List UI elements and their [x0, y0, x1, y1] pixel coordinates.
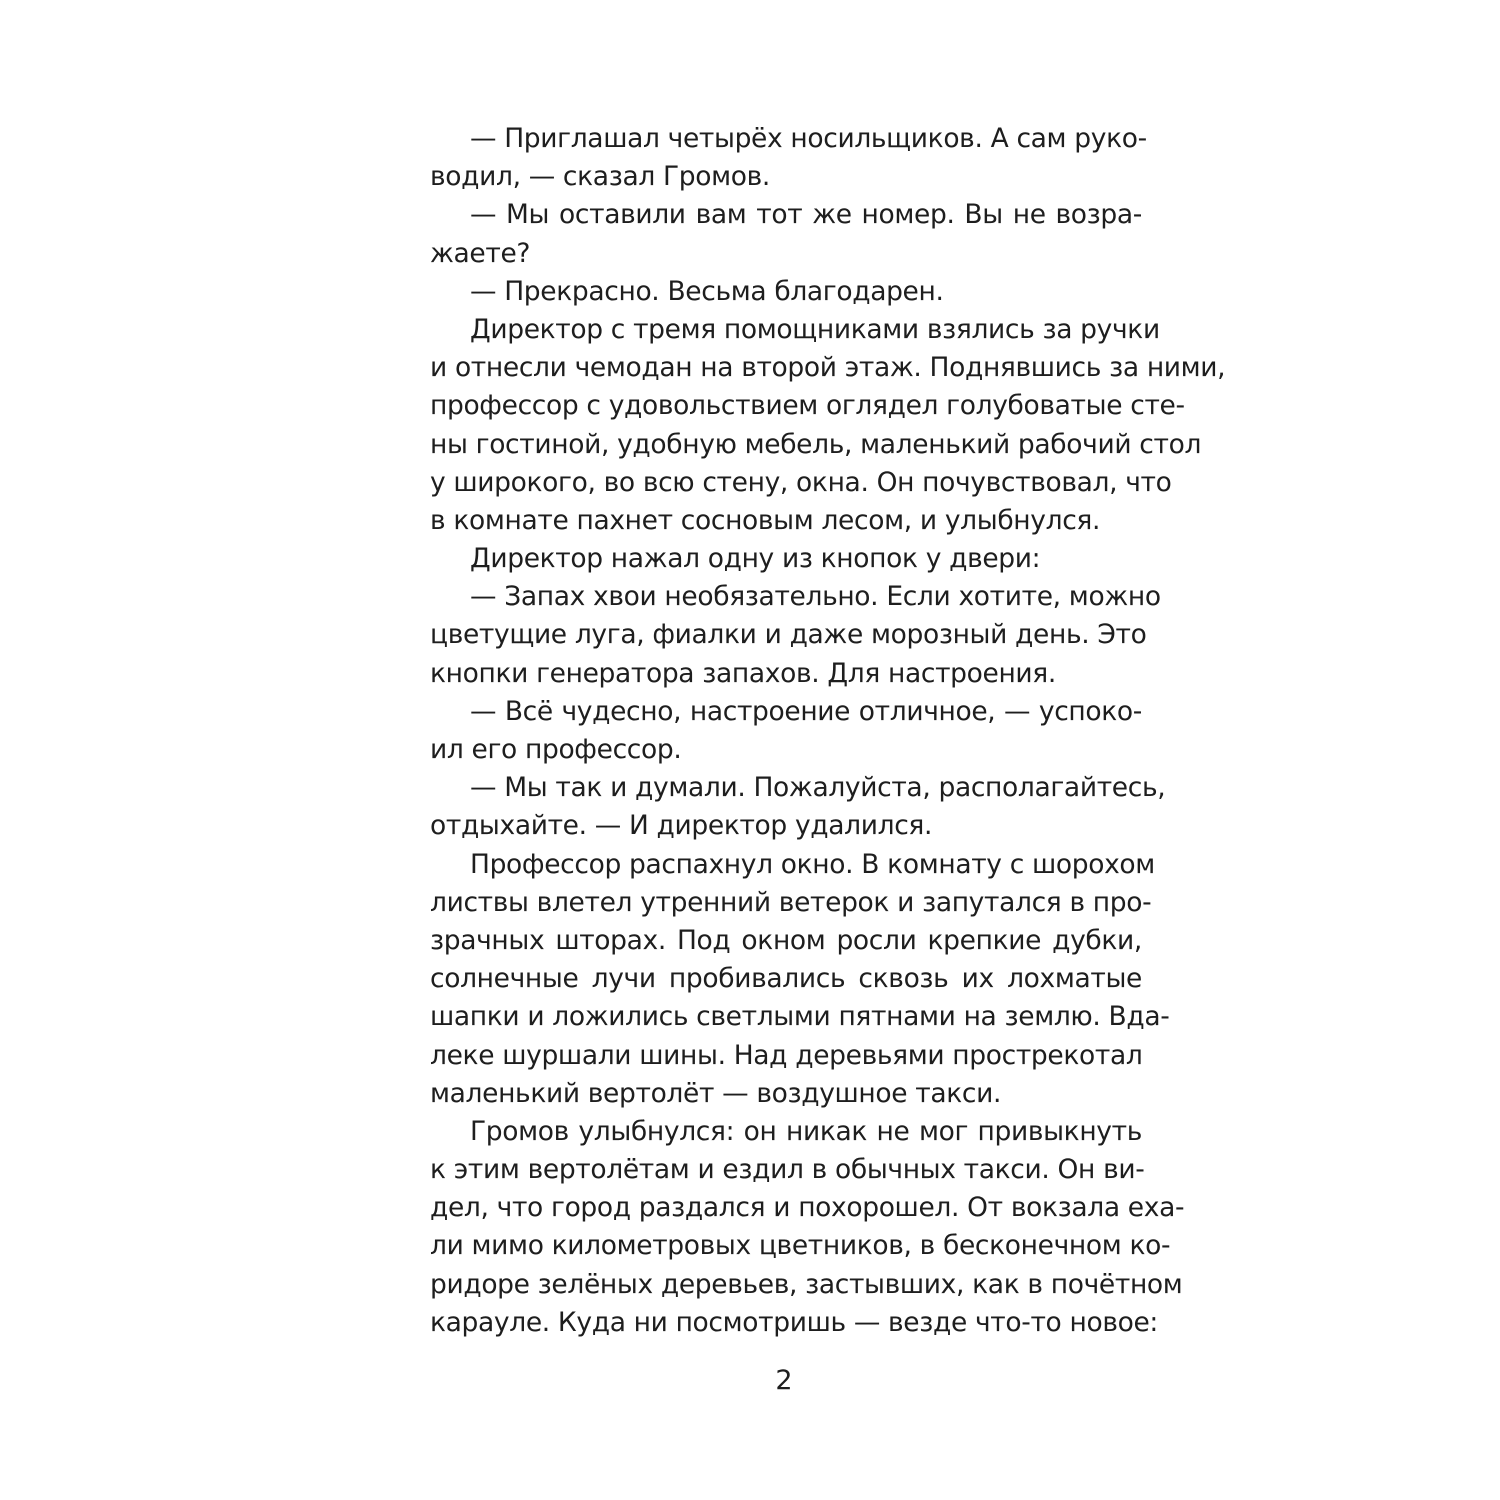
text-line: ридоре зелёных деревьев, застывших, как в почётном: [430, 1268, 1183, 1300]
text-line: дел, что город раздался и похорошел. От вокзала еха-: [430, 1192, 1185, 1224]
text-line: шапки и ложились светлыми пятнами на землю. Вда-: [430, 1001, 1170, 1033]
text-line: — Прекрасно. Весьма благодарен.: [470, 275, 944, 307]
text-line: Профессор распахнул окно. В комнату с шорохом: [470, 848, 1155, 880]
text-line: — Запах хвои необязательно. Если хотите, можно: [470, 581, 1161, 613]
text-line: и отнесли чемодан на второй этаж. Поднявшись за ними,: [430, 352, 1226, 384]
text-line: леке шуршали шины. Над деревьями прострекотал: [430, 1039, 1143, 1071]
text-line: ли мимо километровых цветников, в бесконечном ко-: [430, 1230, 1171, 1262]
text-line: ил его профессор.: [430, 734, 682, 765]
text-line: ны гостиной, удобную мебель, маленький рабочий стол: [430, 428, 1202, 460]
text-line: Директор с тремя помощниками взялись за ручки: [470, 313, 1160, 345]
text-line: цветущие луга, фиалки и даже морозный день. Это: [430, 619, 1147, 651]
text-line: солнечные лучи пробивались сквозь их лохматые: [430, 963, 1142, 995]
text-line: к этим вертолётам и ездил в обычных такси. Он ви-: [430, 1154, 1145, 1186]
body-text: [430, 120, 1226, 1342]
text-line: отдыхайте. — И директор удалился.: [430, 810, 933, 842]
text-line: жаете?: [430, 237, 531, 269]
text-line: водил, — сказал Громов.: [430, 161, 770, 193]
text-line: профессор с удовольствием оглядел голубоватые сте-: [430, 390, 1185, 422]
text-line: — Всё чудесно, настроение отличное, — успоко-: [470, 695, 1142, 727]
text-line: — Приглашал четырёх носильщиков. А сам руко-: [470, 123, 1147, 154]
text-line: маленький вертолёт — воздушное такси.: [430, 1077, 1002, 1109]
text-line: у широкого, во всю стену, окна. Он почувствовал, что: [430, 466, 1172, 498]
text-line: — Мы оставили вам тот же номер. Вы не возра-: [470, 199, 1142, 231]
text-line: — Мы так и думали. Пожалуйста, располагайтесь,: [470, 772, 1166, 804]
text-line: листвы влетел утренний ветерок и запутался в про-: [430, 886, 1152, 918]
text-line: в комнате пахнет сосновым лесом, и улыбнулся.: [430, 504, 1101, 536]
text-line: кнопки генератора запахов. Для настроения.: [430, 657, 1056, 689]
text-line: карауле. Куда ни посмотришь — везде что-то новое:: [430, 1306, 1158, 1338]
text-line: Директор нажал одну из кнопок у двери:: [470, 543, 1041, 575]
text-line: зрачных шторах. Под окном росли крепкие дубки,: [430, 924, 1142, 956]
page-number: 2: [775, 1365, 793, 1396]
text-line: Громов улыбнулся: он никак не мог привыкнуть: [470, 1115, 1142, 1147]
